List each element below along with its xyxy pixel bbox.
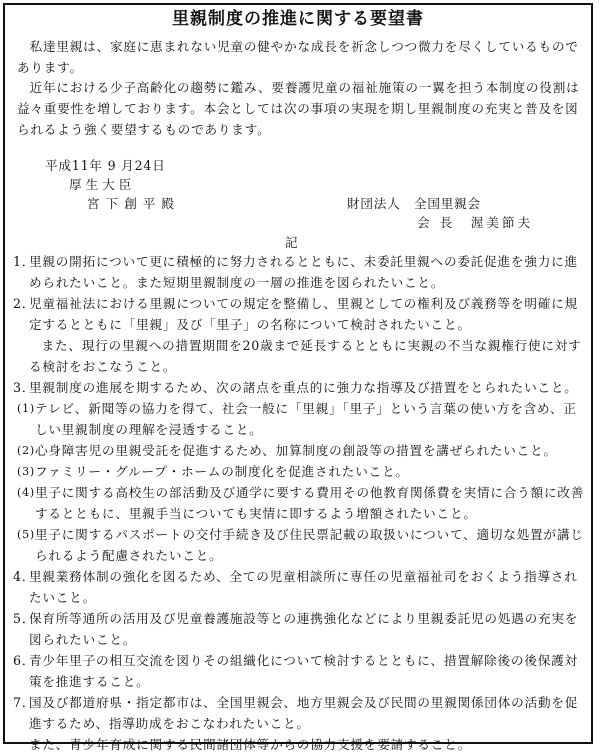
- item-text: 里親制度の進展を期するため、次の諸点を重点的に強力な指導及び措置をとられたいこと。: [29, 380, 578, 395]
- sub-item-text: 里子に関する高校生の部活動及び通学に要する費用その他教育関係費を実情に合う額に改善するとともに、里親手当についても実情に即するよう増額されたいこと。: [35, 485, 585, 521]
- item-text: 国及び都道府県・指定都市は、全国里親会、地方里親会及び民間の里親関係団体の活動を促進するため、指導助成をおこなわれたいこと。: [29, 695, 579, 731]
- item-text: 里親の開拓について更に積極的に努力されるとともに、未委託里親への委託促進を強力に進められたいこと。また短期里親制度の一層の推進を図られたいこと。: [29, 254, 578, 290]
- sub-item: [17, 461, 587, 482]
- item-text-continued: また、現行の里親への措置期間を20歳まで延長するとともに実親の不当な親権行使に対する検討をおこなうこと。: [29, 338, 582, 374]
- list-item: [13, 608, 587, 650]
- item-number: 6．: [13, 653, 36, 668]
- item-number: 1．: [13, 254, 36, 269]
- sub-item-number: (5): [17, 528, 35, 541]
- sub-item-number: (2): [17, 444, 35, 457]
- list-item: [13, 251, 587, 293]
- intro-paragraph-1: [17, 36, 583, 78]
- intro-text-1: 私達里親は、家庭に恵まれない児童の健やかな成長を祈念しつつ微力を尽くしているものであります。: [17, 39, 579, 75]
- list-item: [13, 692, 587, 755]
- list-item: [13, 650, 587, 692]
- sub-item: [17, 440, 587, 461]
- intro-text-2: 近年における少子高齢化の趨勢に鑑み、要養護児童の福祉施策の一翼を担う本制度の役割は益々重要性を増しております。本会としては次の事項の実現を期し里親制度の充実と普及を図られるよう強く要望するものであります。: [17, 80, 580, 137]
- sub-item-number: (1): [17, 402, 35, 415]
- item-number: 7．: [13, 695, 36, 710]
- item-number: 3．: [13, 380, 36, 395]
- document-page: [3, 3, 593, 752]
- sub-item-text: 里子に関するパスポートの交付手続き及び住民票記載の取扱いについて、適切な処置が講じられるよう配慮されたいこと。: [35, 527, 584, 563]
- sub-item-text: 心身障害児の里親受託を促進するため、加算制度の創設等の措置を講ぜられたいこと。: [35, 443, 557, 458]
- item-text: 保育所等通所の活用及び児童養護施設等との連携強化などにより里親委託児の処遇の充実を図られたいこと。: [29, 611, 579, 647]
- sub-item: [17, 482, 587, 524]
- document-title: 里親制度の推進に関する要望書: [172, 9, 424, 29]
- item-number: 5．: [13, 611, 36, 626]
- sub-item: [17, 524, 587, 566]
- item-text: 青少年里子の相互交流を図りその組織化について検討するとともに、措置解除後の後保護対策を推進すること。: [29, 653, 578, 689]
- item-text: 里親業務体制の強化を図るため、全ての児童相談所に専任の児童福祉司をおくよう指導されたいこと。: [29, 569, 578, 605]
- item-text: 児童福祉法における里親についての規定を整備し、里親としての権利及び義務等を明確に規定するとともに「里親」及び「里子」の名称について検討されたいこと。: [29, 296, 578, 332]
- addressee-name: 宮下創平殿: [87, 196, 180, 211]
- list-item: [13, 377, 587, 566]
- request-items-list: [13, 251, 587, 755]
- sender-name: 会 長 渥美節夫: [417, 215, 534, 230]
- item-number: 4．: [13, 569, 36, 584]
- intro-paragraph-2: [17, 77, 583, 140]
- sub-item-number: (3): [17, 465, 35, 478]
- sub-item-text: ファミリー・グループ・ホームの制度化を促進されたいこと。: [35, 464, 409, 479]
- sender-organization: 財団法人 全国里親会: [347, 196, 481, 211]
- item-text-continued: また、青少年育成に関する民間諸団体等からの協力支援を要請すること。: [29, 737, 471, 752]
- list-item: [13, 293, 587, 377]
- sub-item-number: (4): [17, 486, 35, 499]
- sub-item-text: テレビ、新聞等の協力を得て、社会一般に「里親」「里子」という言葉の使い方を含め、正しい里親制度の理解を浸透すること。: [35, 401, 577, 437]
- ki-heading: 記: [285, 235, 299, 250]
- sub-item: [17, 398, 587, 440]
- document-date: 平成11年 9 月24日: [45, 158, 166, 173]
- item-number: 2．: [13, 296, 36, 311]
- addressee-title: 厚生大臣: [69, 177, 136, 192]
- list-item: [13, 566, 587, 608]
